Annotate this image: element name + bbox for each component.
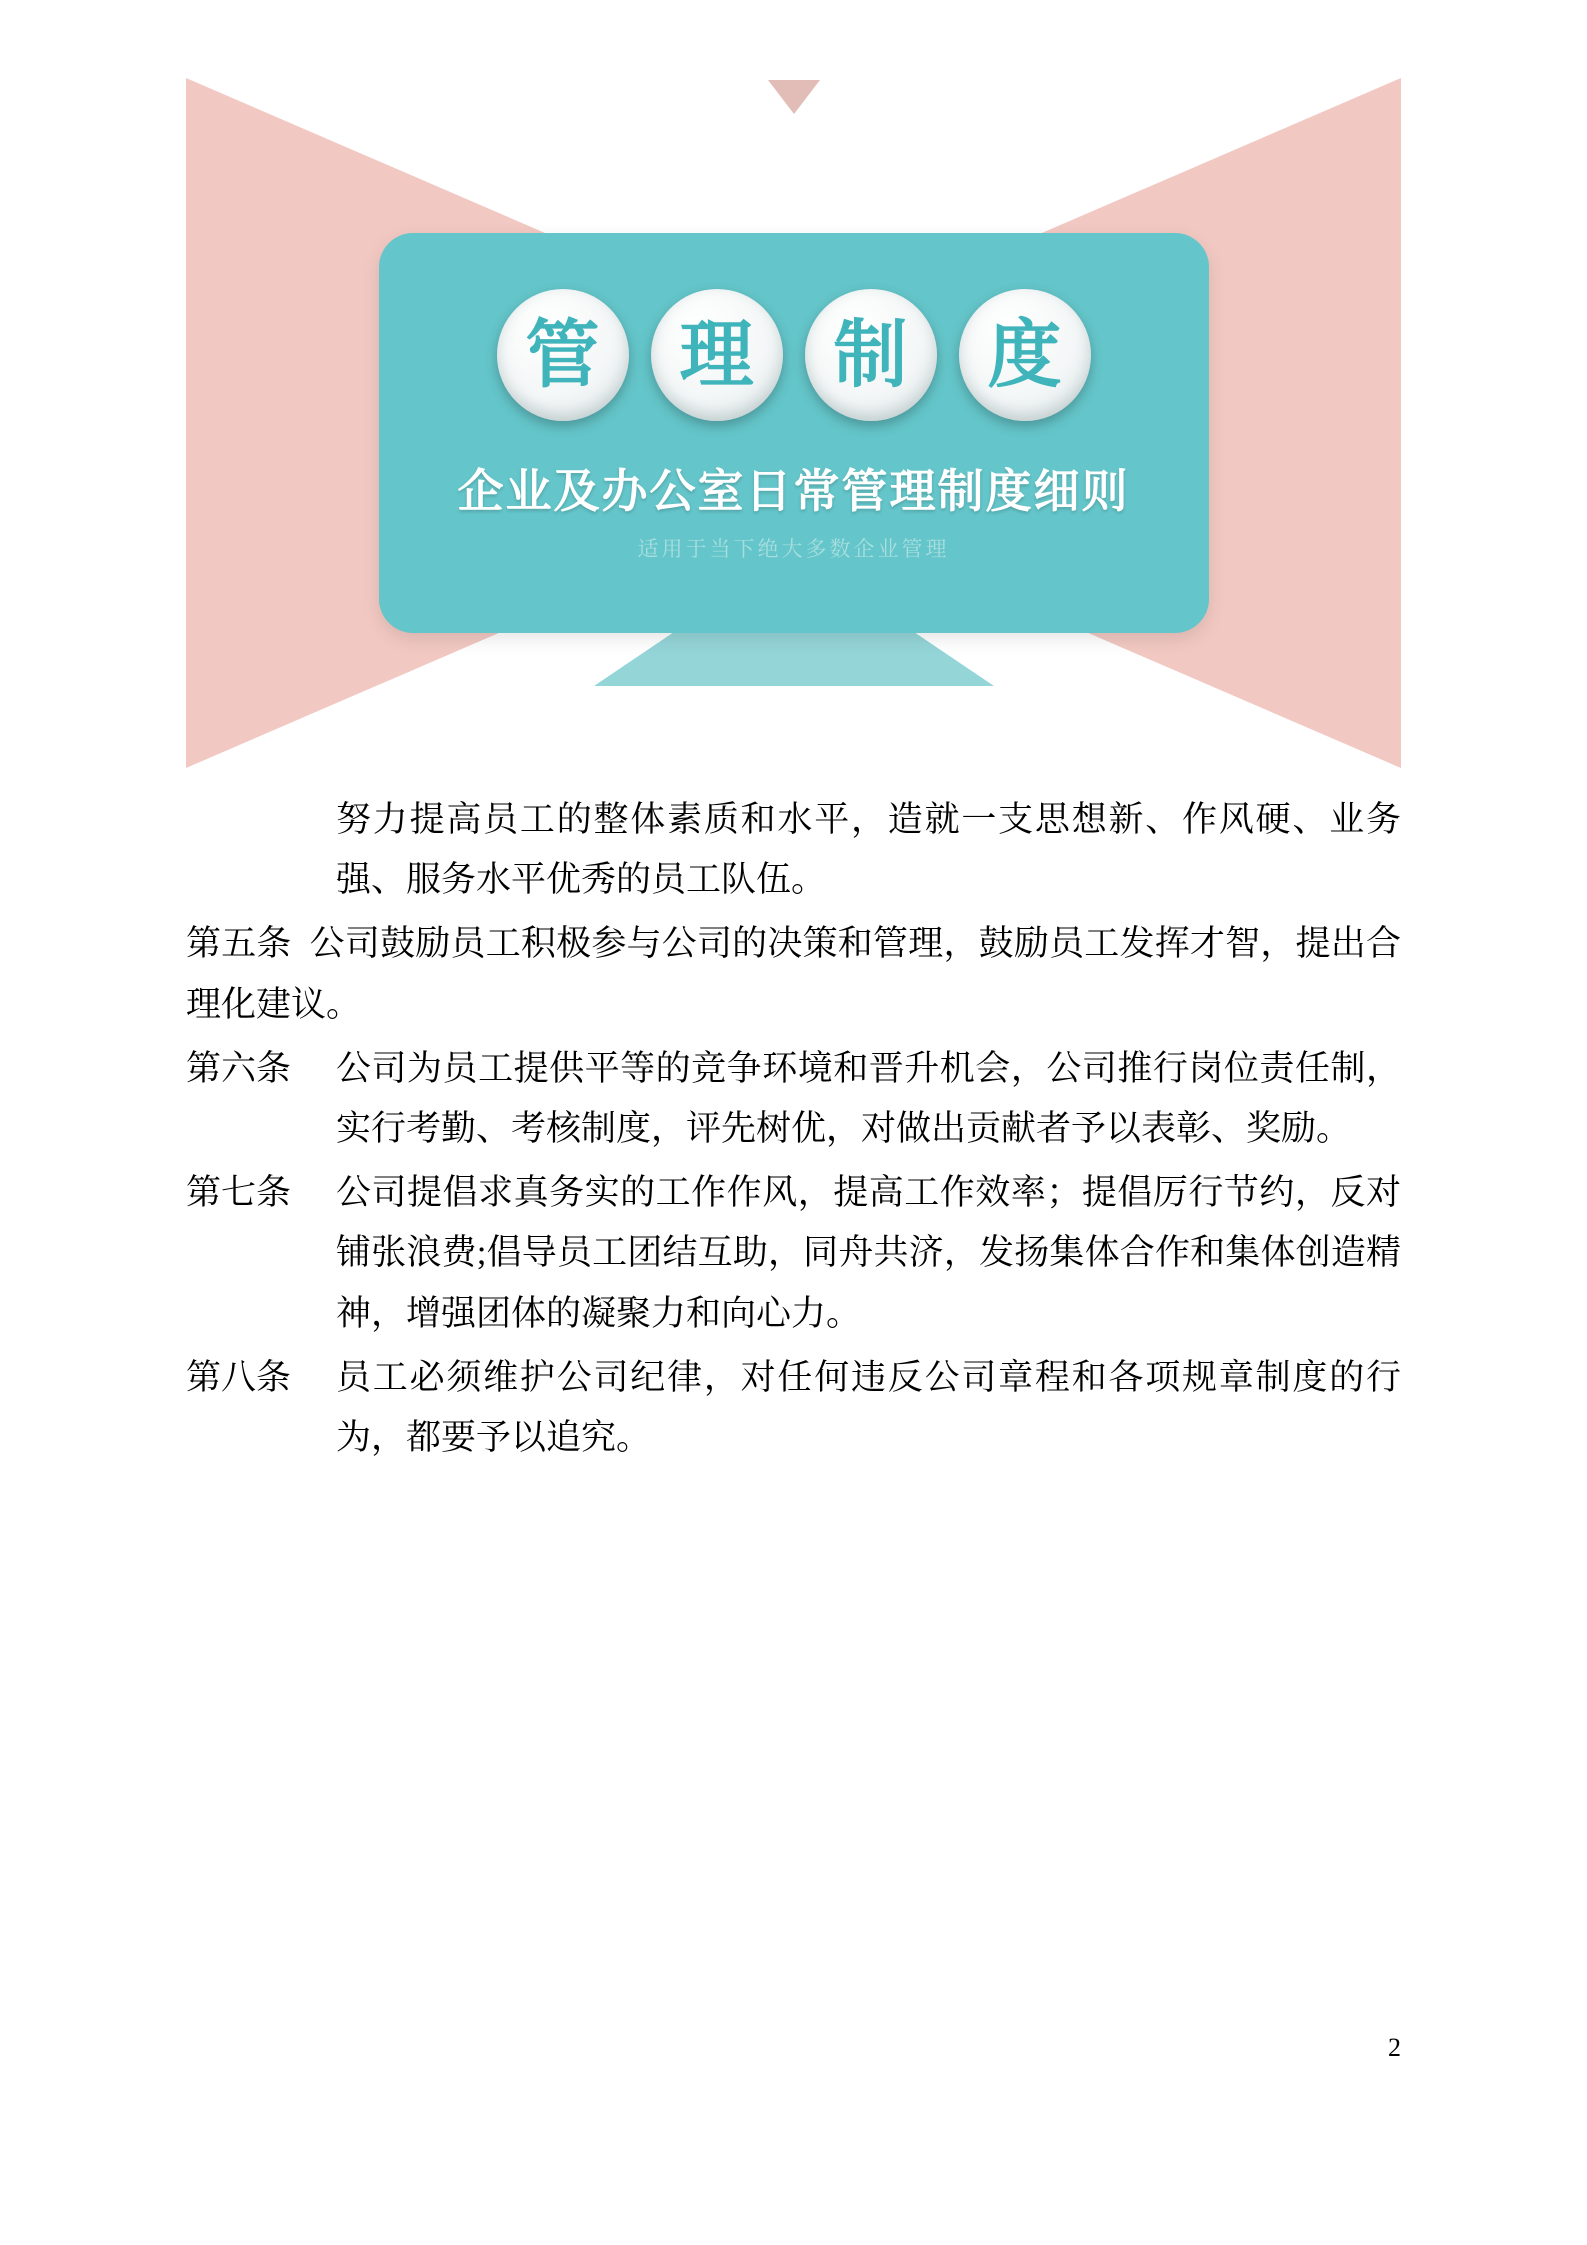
header-banner-image — [186, 78, 1401, 768]
banner-title: 企业及办公室日常管理制度细则 — [457, 465, 1130, 517]
banner-top-triangle-icon — [768, 80, 820, 114]
article-5 — [186, 914, 1401, 1034]
article-5-marker: 第五条 — [186, 924, 292, 964]
banner-teal-card — [379, 233, 1209, 633]
paragraph-continuation — [186, 790, 1401, 910]
document-body — [186, 790, 1401, 1472]
banner-glyph-circle-4: 度 — [959, 289, 1091, 421]
article-8-marker: 第八条 — [186, 1357, 292, 1397]
article-6-text: 公司为员工提供平等的竞争环境和晋升机会，公司推行岗位责任制，实行考勤、考核制度，评先树优，对做出贡献者予以表彰、奖励。 — [336, 1048, 1401, 1148]
article-8-text: 员工必须维护公司纪律，对任何违反公司章程和各项规章制度的行为，都要予以追究。 — [336, 1357, 1401, 1457]
article-7 — [186, 1163, 1401, 1344]
article-8 — [186, 1348, 1401, 1468]
banner-glyph-circle-2: 理 — [651, 289, 783, 421]
article-5-text: 公司鼓励员工积极参与公司的决策和管理，鼓励员工发挥才智，提出合理化建议。 — [186, 924, 1401, 1024]
banner-subtitle: 适用于当下绝大多数企业管理 — [637, 538, 950, 561]
article-7-text: 公司提倡求真务实的工作作风，提高工作效率；提倡厉行节约，反对铺张浪费;倡导员工团结互助，同舟共济，发扬集体合作和集体创造精神，增强团体的凝聚力和向心力。 — [336, 1173, 1401, 1333]
banner-glyph-circle-3: 制 — [805, 289, 937, 421]
page-number: 2 — [1388, 2033, 1401, 2062]
banner-glyph-circle-1: 管 — [497, 289, 629, 421]
banner-glyph-circles — [379, 289, 1209, 421]
paragraph-text: 努力提高员工的整体素质和水平，造就一支思想新、作风硬、业务强、服务水平优秀的员工队伍。 — [336, 800, 1401, 900]
article-6-marker: 第六条 — [186, 1048, 292, 1088]
article-7-marker: 第七条 — [186, 1173, 292, 1213]
article-6 — [186, 1039, 1401, 1159]
